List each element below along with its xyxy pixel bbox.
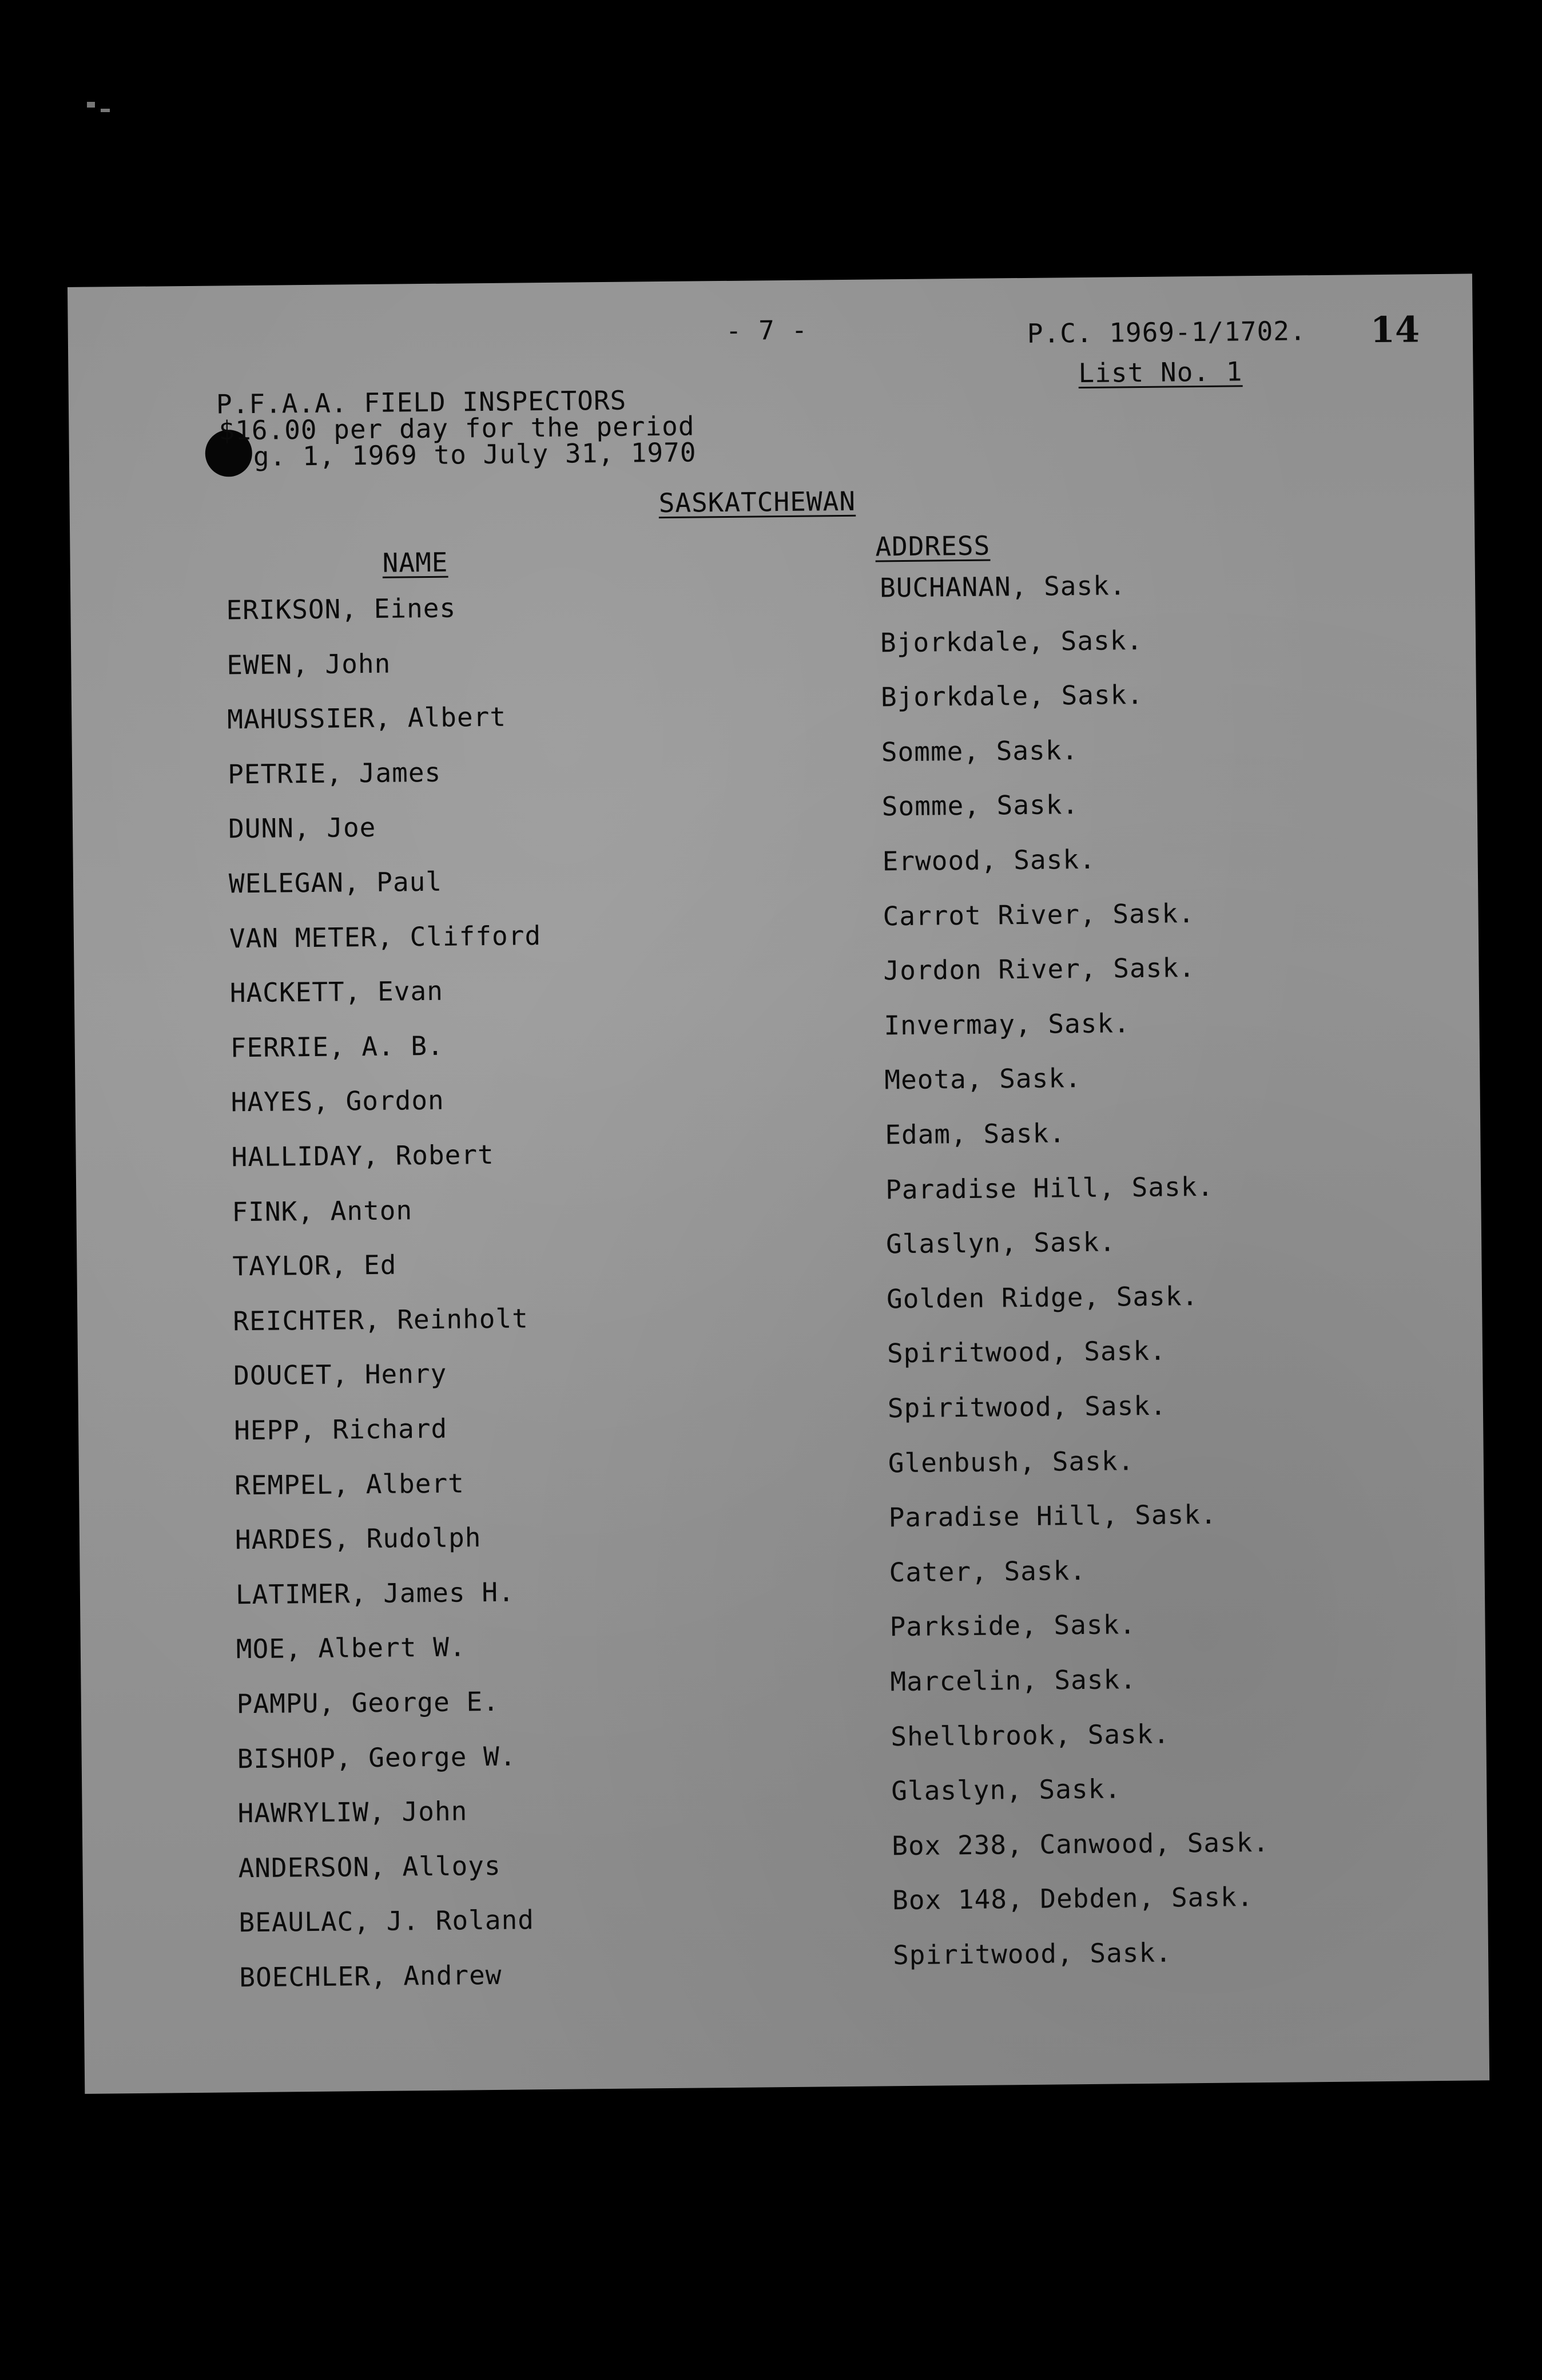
inspector-address: Bjorkdale, Sask. xyxy=(880,624,1143,658)
inspector-name: VAN METER, Clifford xyxy=(229,919,542,954)
inspector-name: TAYLOR, Ed xyxy=(232,1249,397,1282)
inspector-name: HALLIDAY, Robert xyxy=(231,1139,494,1173)
inspector-address: Paradise Hill, Sask. xyxy=(885,1171,1214,1205)
inspector-address: Box 238, Canwood, Sask. xyxy=(891,1826,1270,1862)
inspector-name: ERIKSON, Eines xyxy=(226,592,456,626)
inspector-name: BEAULAC, J. Roland xyxy=(239,1904,535,1938)
inspector-name: MOE, Albert W. xyxy=(236,1631,466,1665)
list-number: List No. 1 xyxy=(1078,356,1243,389)
inspector-address: Meota, Sask. xyxy=(884,1062,1082,1096)
inspector-address: Parkside, Sask. xyxy=(889,1609,1136,1643)
inspector-address: Somme, Sask. xyxy=(881,789,1079,822)
inspector-name: HARDES, Rudolph xyxy=(235,1522,482,1556)
inspector-address: Jordon River, Sask. xyxy=(883,952,1195,986)
inspector-name: DUNN, Joe xyxy=(228,812,376,844)
name-column-header: NAME xyxy=(382,546,448,578)
inspector-name: HAYES, Gordon xyxy=(230,1085,444,1118)
inspector-address: Marcelin, Sask. xyxy=(890,1664,1137,1697)
inspector-address: Spiritwood, Sask. xyxy=(887,1390,1167,1424)
address-column-header: ADDRESS xyxy=(875,530,991,562)
header-rate: $16.00 per day for the period xyxy=(218,410,695,446)
header-period: g. 1, 1969 to July 31, 1970 xyxy=(253,437,697,472)
inspector-name: REICHTER, Reinholt xyxy=(233,1303,529,1337)
inspector-name: HAWRYLIW, John xyxy=(237,1795,468,1829)
film-speck xyxy=(87,102,95,108)
inspector-address: Spiritwood, Sask. xyxy=(892,1937,1173,1971)
inspector-name: BOECHLER, Andrew xyxy=(239,1959,502,1993)
inspector-name: HACKETT, Evan xyxy=(229,975,444,1009)
inspector-address: Glaslyn, Sask. xyxy=(885,1226,1116,1260)
inspector-address: Paradise Hill, Sask. xyxy=(888,1498,1217,1533)
inspector-name: MAHUSSIER, Albert xyxy=(227,701,507,735)
header-title: P.F.A.A. FIELD INSPECTORS xyxy=(216,384,627,420)
inspector-address: Golden Ridge, Sask. xyxy=(886,1280,1199,1315)
inspector-address: BUCHANAN, Sask. xyxy=(879,570,1126,604)
document-page xyxy=(67,273,1489,2093)
inspector-name: EWEN, John xyxy=(226,648,391,680)
inspector-address: Erwood, Sask. xyxy=(882,843,1096,877)
order-reference: P.C. 1969-1/1702. xyxy=(1027,315,1306,349)
inspector-name: REMPEL, Albert xyxy=(234,1467,465,1501)
inspector-name: LATIMER, James H. xyxy=(235,1576,515,1611)
inspector-address: Edam, Sask. xyxy=(885,1117,1066,1151)
inspector-address: Somme, Sask. xyxy=(881,734,1079,768)
inspector-name: PAMPU, George E. xyxy=(236,1685,500,1720)
inspector-address: Shellbrook, Sask. xyxy=(891,1718,1170,1752)
film-speck xyxy=(101,109,110,112)
inspector-name: DOUCET, Henry xyxy=(233,1358,447,1391)
inspector-name: ANDERSON, Alloys xyxy=(238,1850,501,1884)
inspector-name: WELEGAN, Paul xyxy=(228,866,443,899)
inspector-address: Spiritwood, Sask. xyxy=(887,1335,1167,1369)
inspector-address: Carrot River, Sask. xyxy=(883,897,1195,931)
inspector-name: BISHOP, George W. xyxy=(237,1740,516,1774)
inspector-name: FERRIE, A. B. xyxy=(230,1030,444,1064)
inspector-address: Bjorkdale, Sask. xyxy=(880,679,1144,713)
province-heading: SASKATCHEWAN xyxy=(658,485,856,519)
inspector-address: Invermay, Sask. xyxy=(884,1007,1131,1041)
inspector-address: Cater, Sask. xyxy=(889,1554,1087,1588)
inspector-name: FINK, Anton xyxy=(232,1194,413,1227)
inspector-address: Box 148, Debden, Sask. xyxy=(892,1881,1254,1916)
inspector-name: HEPP, Richard xyxy=(233,1413,448,1446)
page-number: 14 xyxy=(1370,308,1420,351)
inspector-address: Glenbush, Sask. xyxy=(888,1445,1135,1478)
page-marker: - 7 - xyxy=(725,314,808,346)
inspector-address: Glaslyn, Sask. xyxy=(891,1773,1122,1807)
inspector-name: PETRIE, James xyxy=(227,756,442,790)
